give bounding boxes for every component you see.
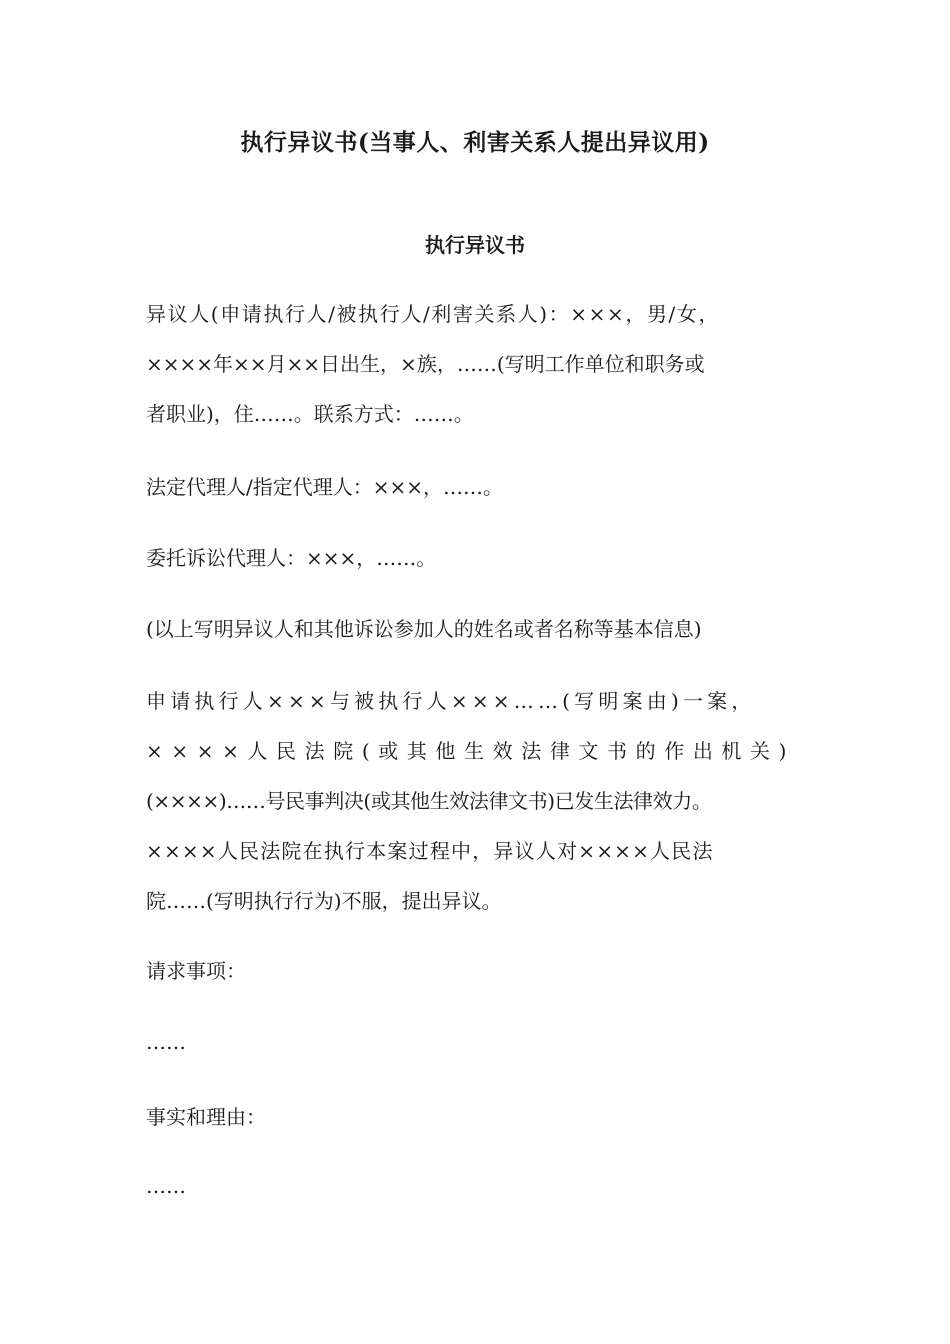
facts-heading: 事实和理由： [146,1105,266,1129]
claims-content: …… [146,1030,186,1054]
case-paragraph [146,676,808,926]
case-line-2: ××××人民法院(或其他生效法律文书的作出机关) [146,739,796,763]
facts-content: …… [146,1174,186,1198]
objector-line-2: ××××年××月××日出生，×族，……(写明工作单位和职务或 [146,352,705,376]
party-info-note-line: (以上写明异议人和其他诉讼参加人的姓名或者名称等基本信息) [146,617,702,641]
case-line-4: ××××人民法院在执行本案过程中，异议人对××××人民法 [146,839,714,863]
legal-representative-line: 法定代理人/指定代理人：×××，……。 [146,475,504,499]
claims-content-block [146,1017,808,1067]
claims-heading: 请求事项： [146,959,246,983]
party-info-note [146,604,808,654]
case-line-1: 申请执行人×××与被执行人×××……(写明案由)一案， [146,689,756,713]
objector-line-3: 者职业)，住……。联系方式：……。 [146,402,474,426]
objector-paragraph [146,289,808,439]
case-line-5: 院……(写明执行行为)不服，提出异议。 [146,889,502,913]
litigation-agent-paragraph [146,533,808,583]
document-subtitle: 执行异议书 [425,233,525,257]
legal-representative-paragraph [146,462,808,512]
litigation-agent-line: 委托诉讼代理人：×××，……。 [146,546,437,570]
claims-section [146,946,808,996]
facts-content-block [146,1161,808,1211]
facts-section [146,1092,808,1142]
document-title: 执行异议书(当事人、利害关系人提出异议用) [240,129,710,156]
objector-line-1: 异议人(申请执行人/被执行人/利害关系人)：×××，男/女， [146,302,721,326]
case-line-3: (××××)……号民事判决(或其他生效法律文书)已发生法律效力。 [146,789,712,813]
